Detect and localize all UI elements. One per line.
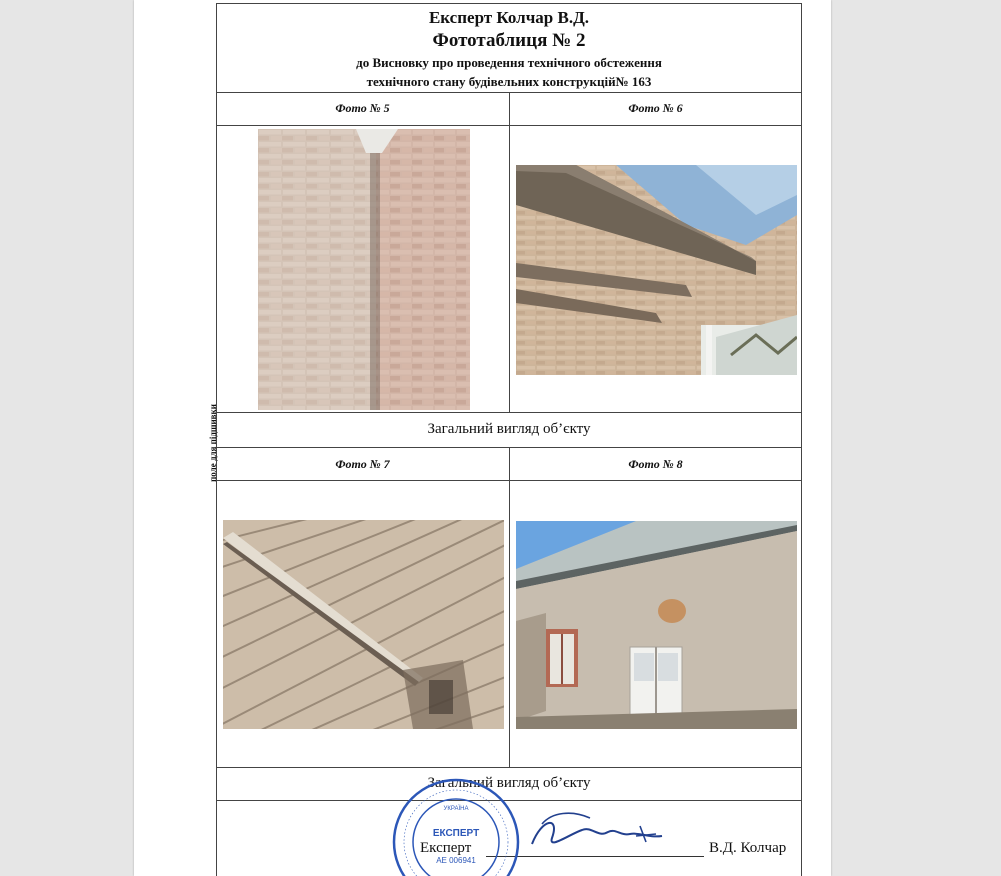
binding-margin-text: поле для підшивки [208, 403, 218, 482]
photo-table [216, 3, 802, 876]
signature-scribble [512, 808, 672, 860]
photo-7-label: Фото № 7 [335, 457, 390, 471]
document-header [216, 8, 802, 90]
table-top-border [216, 3, 802, 4]
table-left-border [216, 3, 217, 876]
brick-wall-corner-photo [258, 129, 470, 410]
column-divider-bottom [509, 447, 510, 767]
caption-row-1: Загальний вигляд об’єкту [427, 421, 591, 437]
photo-row-divider [216, 412, 802, 413]
phototable-title: Фототаблиця № 2 [432, 30, 586, 51]
subtitle-line-1: до Висновку про проведення технічного обстеження [356, 55, 662, 70]
subtitle-line-2: технічного стану будівельних конструкцій№ 163 [366, 74, 652, 89]
photo-5-label: Фото № 5 [335, 101, 390, 115]
table-right-border [801, 3, 802, 876]
building-facade-photo [516, 521, 797, 729]
expert-name: Експерт Колчар В.Д. [428, 8, 590, 27]
svg-text:АЕ 006941: АЕ 006941 [436, 856, 476, 865]
roof-beams-photo [516, 165, 797, 375]
caption-row-2: Загальний вигляд об’єкту [427, 775, 591, 791]
photo-row2-divider [216, 767, 802, 768]
ceiling-planks-photo [223, 520, 504, 729]
photo-6-label: Фото № 6 [628, 101, 683, 115]
footer-name: В.Д. Колчар [709, 840, 787, 856]
photo-8-label: Фото № 8 [628, 457, 683, 471]
svg-text:УКРАЇНА: УКРАЇНА [443, 806, 469, 812]
expert-stamp [390, 776, 522, 876]
svg-text:ЕКСПЕРТ: ЕКСПЕРТ [432, 828, 480, 839]
footer-role: Експерт [420, 840, 472, 856]
column-divider-top [509, 92, 510, 412]
